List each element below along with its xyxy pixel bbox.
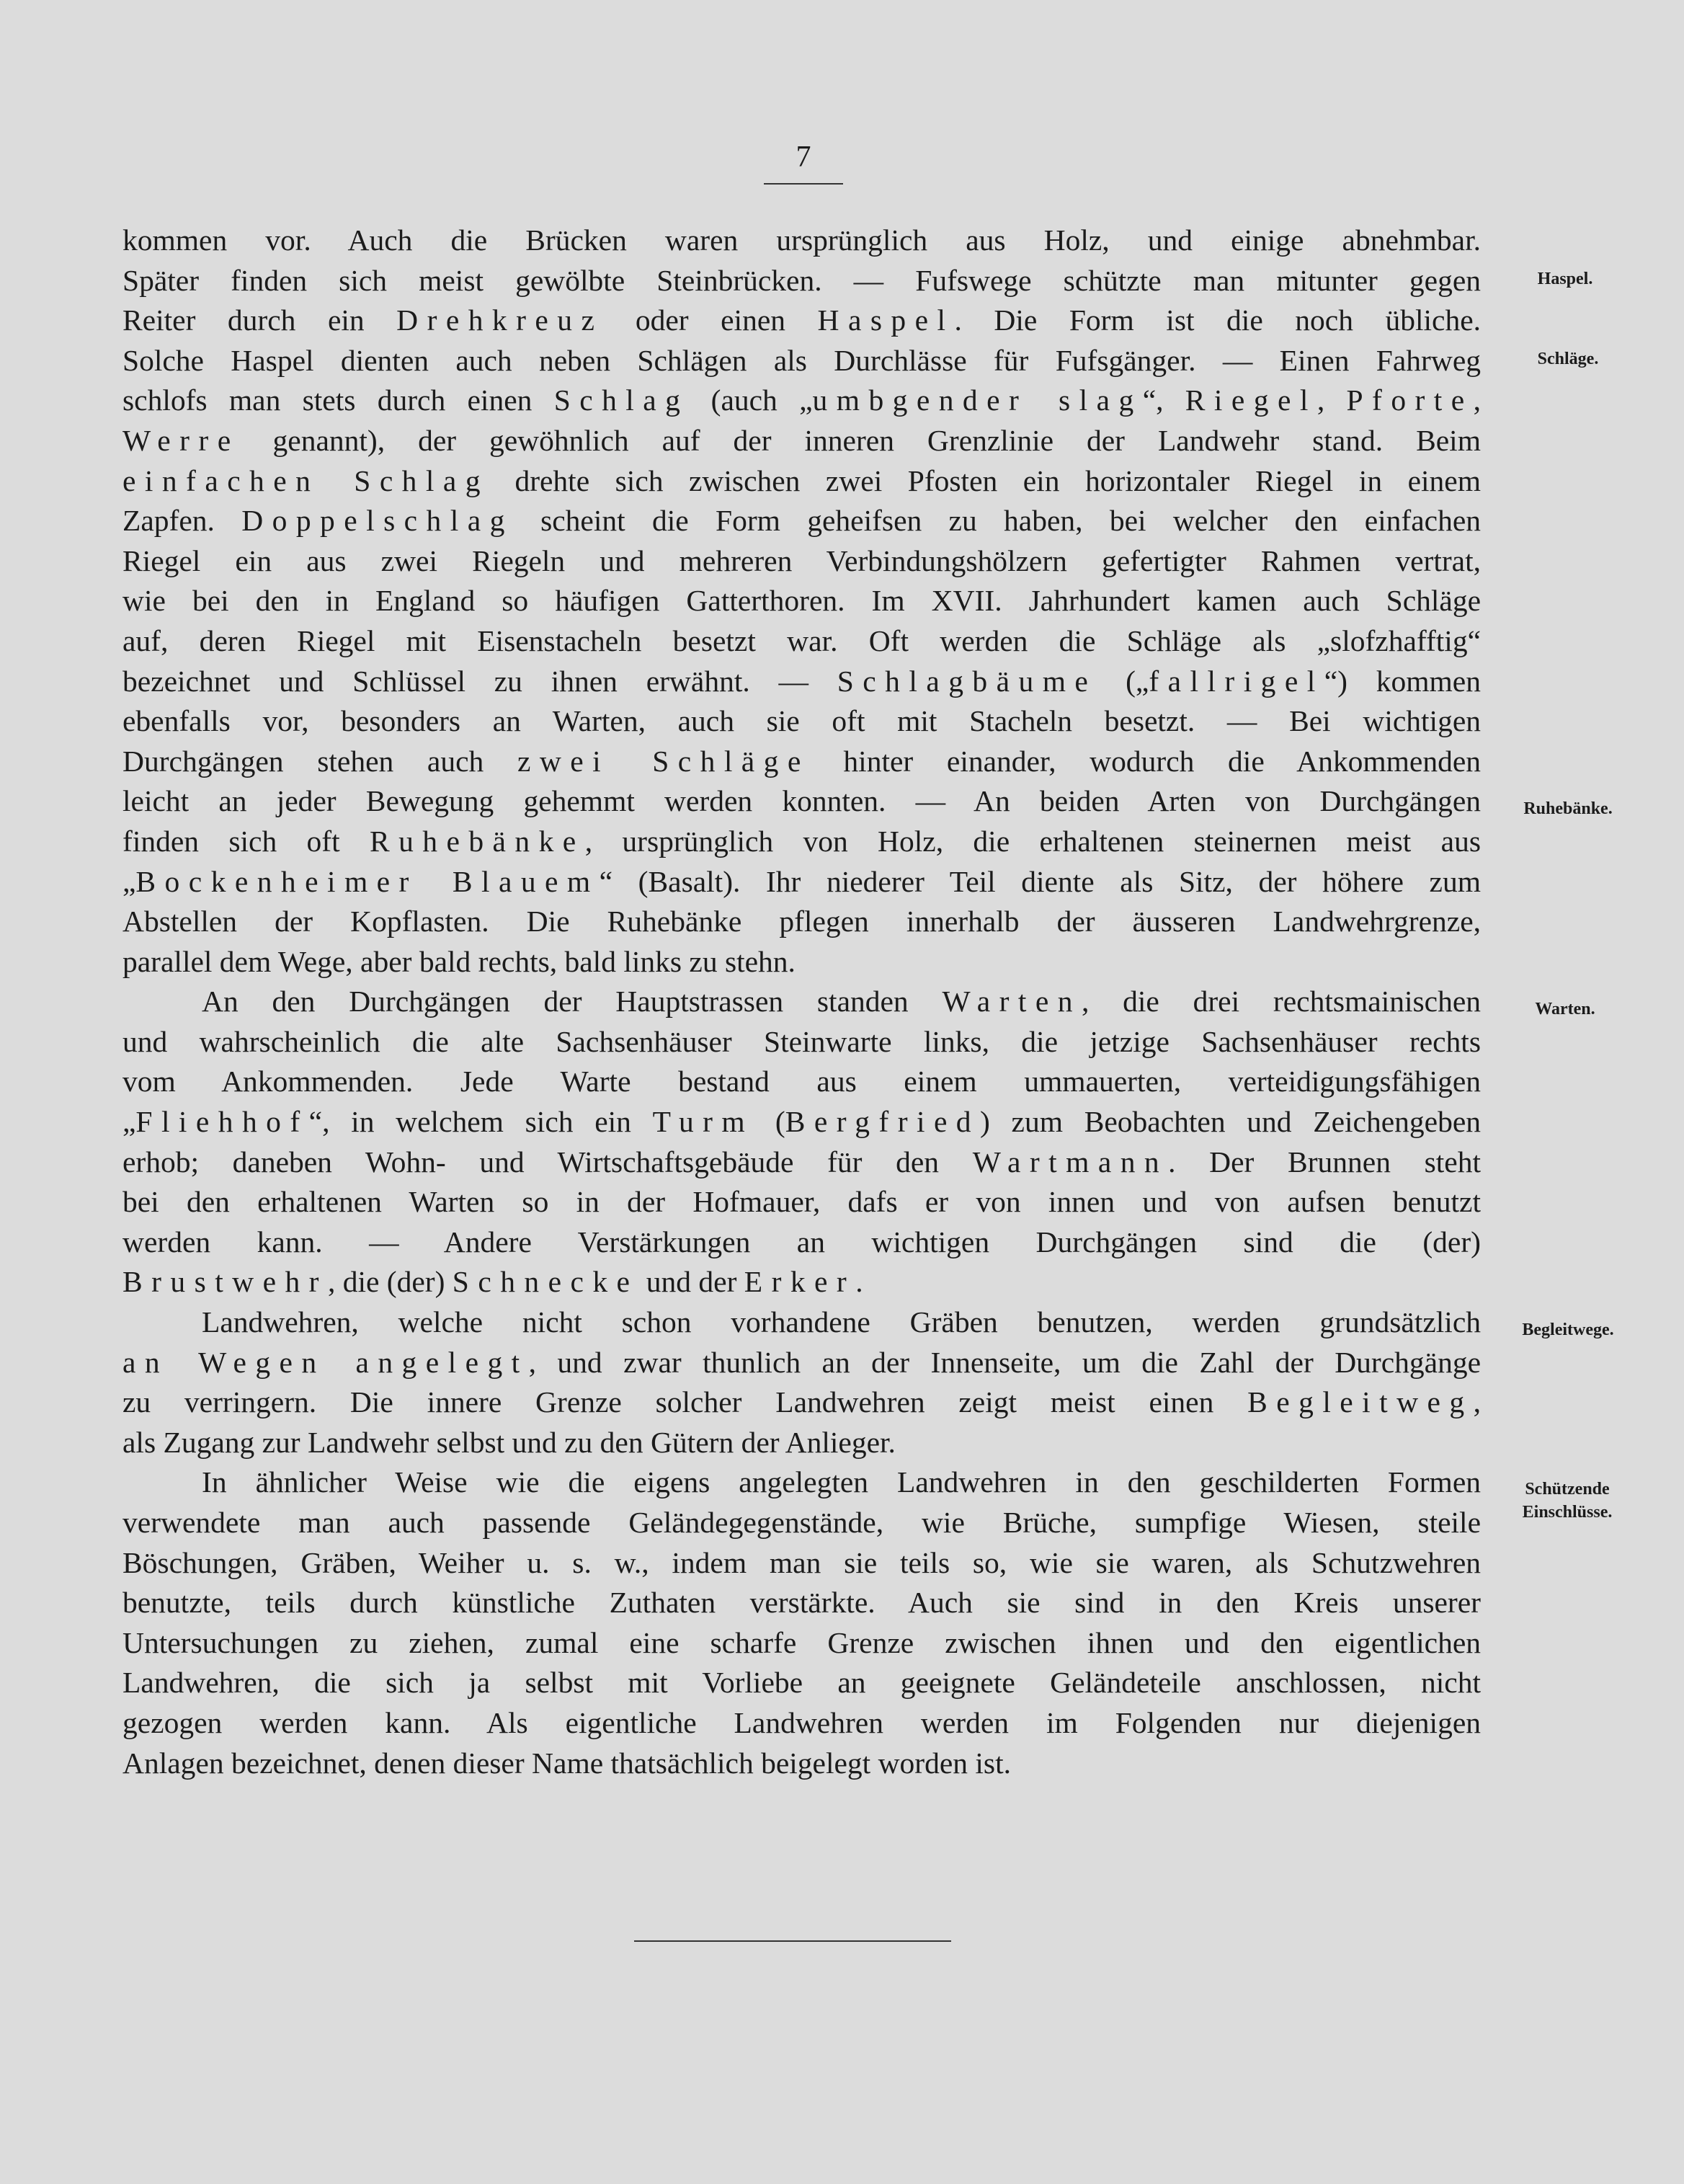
text-line bbox=[122, 1503, 1481, 1543]
margin-note-schuetzende-2: Einschlüsse. bbox=[1522, 1503, 1613, 1522]
text-line bbox=[122, 421, 1481, 461]
text-run: „ bbox=[122, 1105, 136, 1139]
text-run: Zapfen. bbox=[122, 504, 242, 538]
spaced-term: Warten bbox=[942, 985, 1082, 1018]
spaced-term: Bergfried bbox=[785, 1105, 981, 1139]
text-run: und der bbox=[638, 1265, 744, 1299]
text-line bbox=[122, 862, 1481, 902]
margin-note-warten: Warten. bbox=[1535, 1000, 1595, 1018]
text-line bbox=[122, 1142, 1481, 1183]
spaced-term: Werre bbox=[122, 423, 240, 457]
text-run: , bbox=[1473, 1385, 1481, 1419]
text-run: “ (Basalt). Ihr niederer Teil diente als Sitz, der höhere zum bbox=[599, 864, 1481, 898]
text-line bbox=[122, 301, 1481, 341]
text-run: finden sich oft bbox=[122, 824, 370, 858]
page-number: 7 bbox=[796, 141, 811, 174]
text-run: Abstellen der Kopflasten. Die Ruhebänke pflegen innerhalb der äusseren Landwehrgrenze, bbox=[122, 905, 1481, 938]
text-run: ( bbox=[754, 1105, 785, 1139]
text-line bbox=[122, 1062, 1481, 1102]
spaced-term: Turm bbox=[652, 1105, 754, 1139]
text-run: Reiter durch ein bbox=[122, 303, 397, 337]
spaced-term: Schlagbäume bbox=[837, 664, 1097, 698]
text-run: erhob; daneben Wohn- und Wirtschaftsgebäude für den bbox=[122, 1145, 973, 1178]
text-line bbox=[122, 1583, 1481, 1623]
text-run: scheint die Form geheifsen zu haben, bei welcher den einfachen bbox=[513, 504, 1481, 538]
text-line bbox=[122, 1462, 1481, 1503]
spaced-term: Schnecke bbox=[452, 1265, 639, 1299]
text-run: An den Durchgängen der Hauptstrassen standen bbox=[202, 985, 943, 1018]
text-line bbox=[122, 1302, 1481, 1343]
text-line bbox=[122, 1262, 1481, 1302]
spaced-term: Riegel bbox=[1185, 383, 1317, 417]
text-line bbox=[122, 341, 1481, 381]
margin-note-begleitwege: Begleitwege. bbox=[1522, 1320, 1614, 1339]
spaced-term: Haspel bbox=[817, 303, 955, 337]
text-run: als Zugang zur Landwehr selbst und zu den Gütern der Anlieger. bbox=[122, 1425, 896, 1459]
text-line bbox=[122, 662, 1481, 702]
text-line bbox=[122, 381, 1481, 421]
spaced-term: einfachen Schlag bbox=[122, 463, 489, 497]
text-run: ) zum Beobachten und Zeichengeben bbox=[980, 1105, 1481, 1139]
text-line bbox=[122, 1222, 1481, 1263]
text-run: Landwehren, die sich ja selbst mit Vorliebe an geeignete Geländeteile anschlossen, nicht bbox=[122, 1666, 1481, 1700]
spaced-term: Fliehhof bbox=[135, 1105, 309, 1139]
spaced-term: Pforte bbox=[1346, 383, 1474, 417]
text-line bbox=[122, 1382, 1481, 1423]
text-run: bei den erhaltenen Warten so in der Hofmauer, dafs er von innen und von aufsen benutzt bbox=[122, 1185, 1481, 1219]
margin-note-ruhebaenke: Ruhebänke. bbox=[1523, 799, 1613, 818]
text-line bbox=[122, 1343, 1481, 1383]
text-run: Böschungen, Gräben, Weiher u. s. w., indem man sie teils so, wie sie waren, als Schutzwehren bbox=[122, 1545, 1481, 1579]
spaced-term: Drehkreuz bbox=[396, 303, 604, 337]
text-run: Später finden sich meist gewölbte Steinbrücken. — Fufswege schützte man mitunter gegen bbox=[122, 263, 1481, 297]
spaced-term: Bockenheimer Blauem bbox=[135, 864, 600, 898]
spaced-term: Wartmann bbox=[972, 1145, 1169, 1178]
text-line bbox=[122, 982, 1481, 1022]
text-run: Durchgängen stehen auch bbox=[122, 744, 517, 778]
text-run: , die drei rechtsmainischen bbox=[1081, 985, 1482, 1018]
text-line bbox=[122, 221, 1481, 261]
text-run: bezeichnet und Schlüssel zu ihnen erwähnt. — bbox=[122, 664, 837, 698]
text-run: . Die Form ist die noch übliche. bbox=[954, 303, 1481, 337]
text-run: Untersuchungen zu ziehen, zumal eine scharfe Grenze zwischen ihnen und den eigentlichen bbox=[122, 1625, 1481, 1659]
text-line bbox=[122, 581, 1481, 621]
spaced-term: umbgender slag bbox=[812, 383, 1143, 417]
text-line bbox=[122, 1423, 1481, 1463]
text-run: verwendete man auch passende Geländegegenstände, wie Brüche, sumpfige Wiesen, steile bbox=[122, 1506, 1481, 1539]
spaced-term: Brustwehr bbox=[122, 1265, 328, 1299]
text-run: . bbox=[855, 1265, 863, 1299]
text-line bbox=[122, 621, 1481, 662]
spaced-term: Schlag bbox=[553, 383, 690, 417]
text-run: genannt), der gewöhnlich auf der inneren Grenzlinie der Landwehr stand. Beim bbox=[239, 423, 1481, 457]
text-line bbox=[122, 1744, 1481, 1784]
spaced-term: Ruhebänke bbox=[369, 824, 585, 858]
spaced-term: Begleitweg bbox=[1247, 1385, 1474, 1419]
text-run: schlofs man stets durch einen bbox=[122, 383, 554, 417]
text-run: , und zwar thunlich an der Innenseite, um die Zahl der Durchgänge bbox=[528, 1345, 1482, 1379]
text-run: “, bbox=[1142, 383, 1185, 417]
text-line bbox=[122, 1102, 1481, 1142]
text-line bbox=[122, 1022, 1481, 1062]
spaced-term: Doppelschlag bbox=[241, 504, 514, 538]
page-number-rule bbox=[764, 183, 843, 185]
text-line bbox=[122, 1182, 1481, 1222]
text-line bbox=[122, 942, 1481, 982]
text-run: leicht an jeder Bewegung gehemmt werden konnten. — An beiden Arten von Durchgängen bbox=[122, 784, 1481, 818]
text-run: parallel dem Wege, aber bald rechts, bald links zu stehn. bbox=[122, 944, 796, 978]
spaced-term: fallrigel bbox=[1149, 664, 1324, 698]
text-run: drehte sich zwischen zwei Pfosten ein horizontaler Riegel in einem bbox=[489, 463, 1481, 497]
spaced-term: zwei Schläge bbox=[517, 744, 810, 778]
text-run: , ursprünglich von Holz, die erhaltenen steinernen meist aus bbox=[584, 824, 1481, 858]
text-run: kommen vor. Auch die Brücken waren ursprünglich aus Holz, und einige abnehmbar. bbox=[122, 223, 1481, 257]
text-run: zu verringern. Die innere Grenze solcher Landwehren zeigt meist einen bbox=[122, 1385, 1248, 1419]
text-run: wie bei den in England so häufigen Gatterthoren. Im XVII. Jahrhundert kamen auch Schläge bbox=[122, 584, 1481, 618]
text-line bbox=[122, 1543, 1481, 1584]
text-run: auf, deren Riegel mit Eisenstacheln besetzt war. Oft werden die Schläge als „slofzhafftig“ bbox=[122, 623, 1481, 657]
closing-rule bbox=[634, 1940, 951, 1942]
text-run: vom Ankommenden. Jede Warte bestand aus einem ummauerten, verteidigungsfähigen bbox=[122, 1065, 1481, 1098]
text-line bbox=[122, 701, 1481, 742]
text-line bbox=[122, 742, 1481, 782]
text-run: . Der Brunnen steht bbox=[1168, 1145, 1481, 1178]
text-line bbox=[122, 261, 1481, 301]
text-run: (auch „ bbox=[689, 383, 813, 417]
text-run: oder einen bbox=[603, 303, 818, 337]
text-run: benutzte, teils durch künstliche Zuthaten verstärkte. Auch sie sind in den Kreis unserer bbox=[122, 1586, 1481, 1620]
text-run: Riegel ein aus zwei Riegeln und mehreren Verbindungshölzern gefertigter Rahmen vertrat, bbox=[122, 543, 1481, 577]
text-run: und wahrscheinlich die alte Sachsenhäuser Steinwarte links, die jetzige Sachsenhäuser rechts bbox=[122, 1024, 1481, 1058]
text-run: , bbox=[1473, 383, 1482, 417]
text-run: gezogen werden kann. Als eigentliche Landwehren werden im Folgenden nur diejenigen bbox=[122, 1705, 1481, 1739]
text-line bbox=[122, 781, 1481, 822]
body-text bbox=[122, 221, 1481, 1783]
spaced-term: Erker bbox=[744, 1265, 856, 1299]
text-line bbox=[122, 1703, 1481, 1744]
text-run: ebenfalls vor, besonders an Warten, auch sie oft mit Stacheln besetzt. — Bei wichtigen bbox=[122, 704, 1481, 738]
margin-note-schlaege: Schläge. bbox=[1537, 350, 1599, 368]
text-run: Solche Haspel dienten auch neben Schlägen als Durchlässe für Fufsgänger. — Einen Fahrweg bbox=[122, 343, 1481, 377]
text-run: Landwehren, welche nicht schon vorhandene Gräben benutzen, werden grundsätzlich bbox=[202, 1305, 1481, 1339]
text-line bbox=[122, 902, 1481, 942]
text-run: “, in welchem sich ein bbox=[308, 1105, 653, 1139]
text-run: Anlagen bezeichnet, denen dieser Name thatsächlich beigelegt worden ist. bbox=[122, 1746, 1011, 1780]
text-run: , die (der) bbox=[327, 1265, 453, 1299]
margin-note-schuetzende-1: Schützende bbox=[1525, 1480, 1610, 1499]
text-line bbox=[122, 822, 1481, 862]
text-line bbox=[122, 1663, 1481, 1703]
text-line bbox=[122, 541, 1481, 582]
text-line bbox=[122, 461, 1481, 502]
text-line bbox=[122, 501, 1481, 541]
text-run: „ bbox=[122, 864, 136, 898]
text-run: („ bbox=[1097, 664, 1149, 698]
margin-note-haspel: Haspel. bbox=[1537, 270, 1593, 288]
text-run: In ähnlicher Weise wie die eigens angelegten Landwehren in den geschilderten Formen bbox=[202, 1465, 1481, 1499]
text-run: , bbox=[1317, 383, 1347, 417]
text-run: hinter einander, wodurch die Ankommenden bbox=[809, 744, 1481, 778]
text-run: werden kann. — Andere Verstärkungen an wichtigen Durchgängen sind die (der) bbox=[122, 1225, 1481, 1259]
spaced-term: an Wegen angelegt bbox=[122, 1345, 529, 1379]
text-run: “) kommen bbox=[1324, 664, 1481, 698]
text-line bbox=[122, 1623, 1481, 1664]
